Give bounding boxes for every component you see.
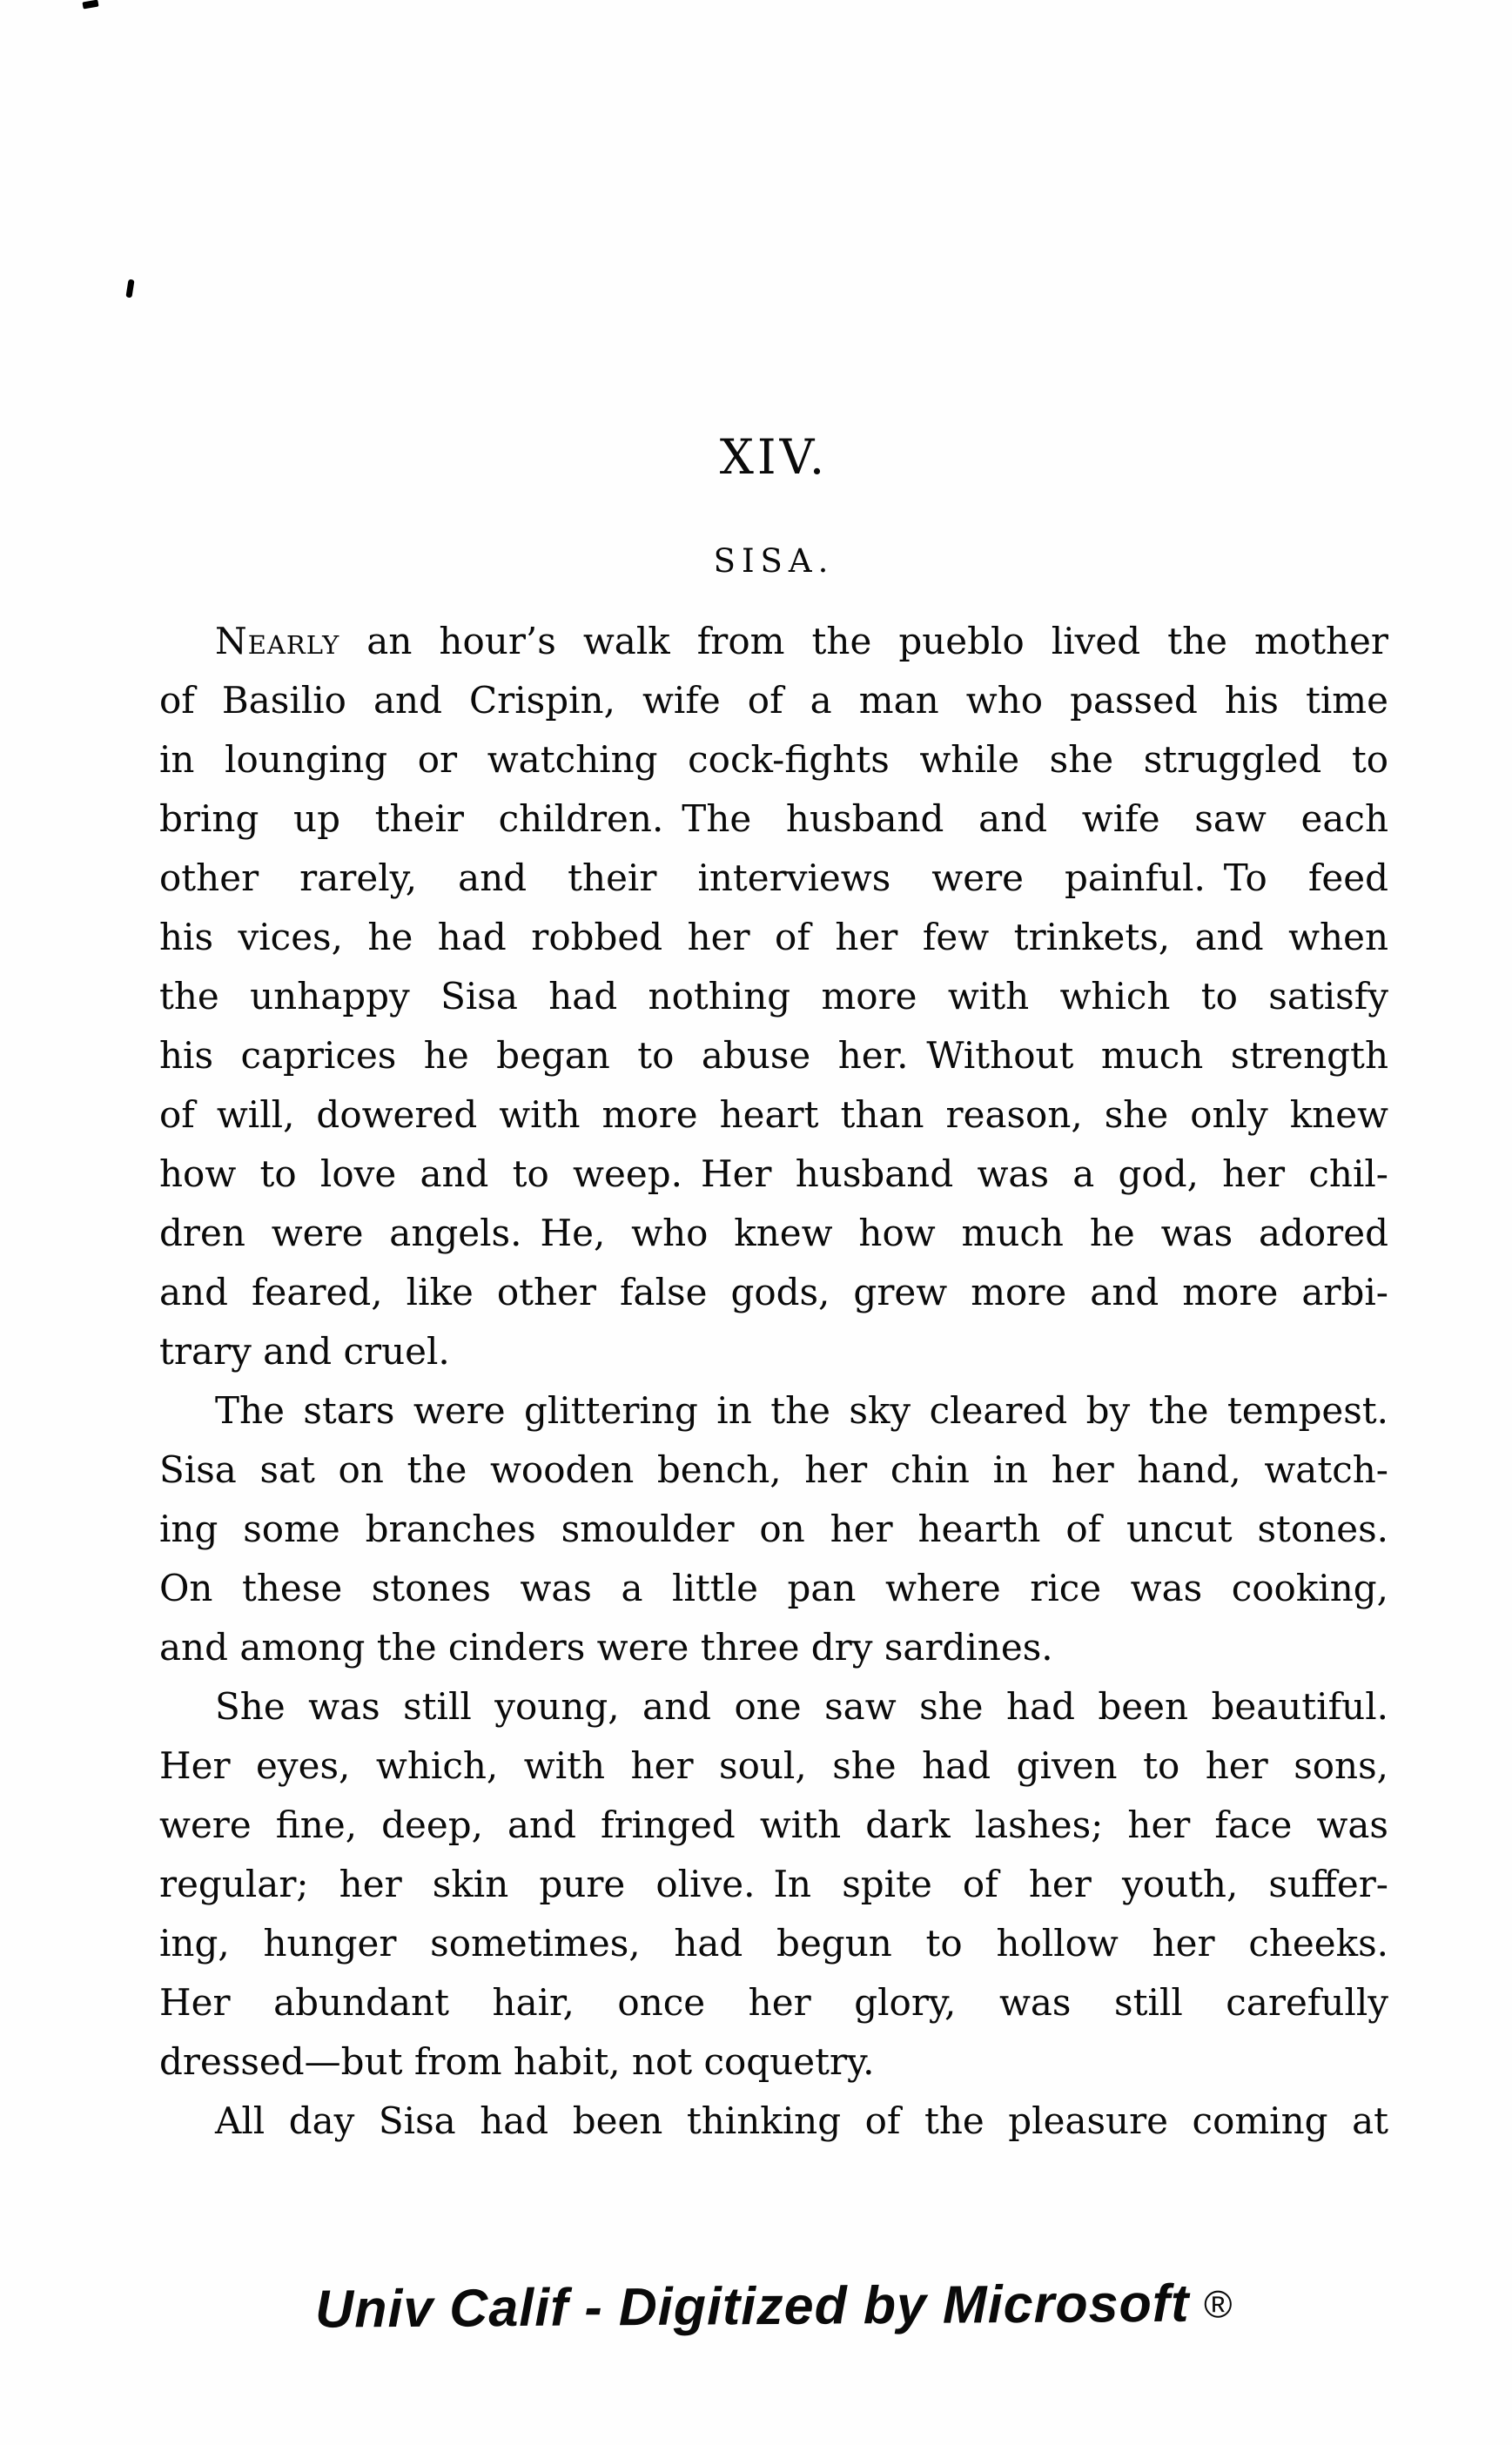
scan-artifact-tick: [125, 279, 134, 299]
chapter-number: XIV.: [719, 429, 829, 485]
text-line: his vices, he had robbed her of her few trinkets, and when: [159, 916, 1388, 958]
text-line: dren were angels. He, who knew how much he was adored: [159, 1212, 1388, 1254]
scan-artifact-dash: [82, 0, 98, 10]
text-line: On these stones was a little pan where rice was cooking,: [159, 1567, 1388, 1609]
text-line: ing, hunger sometimes, had begun to hollow her cheeks.: [159, 1922, 1388, 1965]
text-line-rest: an hour’s walk from the pueblo lived the mother: [339, 620, 1388, 662]
text-line: how to love and to weep. Her husband was a god, her chil-: [159, 1152, 1388, 1195]
text-line: of Basilio and Crispin, wife of a man who passed his time: [159, 679, 1388, 722]
text-line: and among the cinders were three dry sardines.: [159, 1626, 1053, 1669]
text-line: dressed—but from habit, not coquetry.: [159, 2040, 875, 2083]
text-line: All day Sisa had been thinking of the pleasure coming at: [215, 2099, 1388, 2142]
text-line: his caprices he began to abuse her. Without much strength: [159, 1034, 1388, 1077]
text-line: ing some branches smoulder on her hearth of uncut stones.: [159, 1508, 1388, 1550]
watermark-text: Univ Calif - Digitized by Microsoft: [314, 2273, 1190, 2339]
chapter-title: SISA.: [713, 542, 835, 580]
text-line: [159, 612, 1388, 671]
text-line: regular; her skin pure olive. In spite of her youth, suffer-: [159, 1863, 1388, 1905]
text-line: Sisa sat on the wooden bench, her chin in her hand, watch-: [159, 1448, 1388, 1491]
text-line: other rarely, and their interviews were painful. To feed: [159, 856, 1388, 899]
text-line: trary and cruel.: [159, 1330, 450, 1373]
digitization-watermark: [159, 2273, 1388, 2340]
text-line: bring up their children. The husband and wife saw each: [159, 797, 1388, 840]
text-line: The stars were glittering in the sky cleared by the tempest.: [215, 1389, 1388, 1432]
text-line: and feared, like other false gods, grew more and more arbi-: [159, 1271, 1388, 1313]
registered-mark-icon: ®: [1203, 2283, 1233, 2327]
text-line: the unhappy Sisa had nothing more with which to satisfy: [159, 975, 1388, 1018]
text-line: in lounging or watching cock-fights while she struggled to: [159, 738, 1388, 781]
text-line: Her abundant hair, once her glory, was still carefully: [159, 1981, 1388, 2024]
lead-word-smallcaps: Nearly: [215, 620, 340, 662]
text-line: She was still young, and one saw she had been beautiful.: [215, 1685, 1388, 1728]
text-line: of will, dowered with more heart than reason, she only knew: [159, 1093, 1388, 1136]
text-line: were fine, deep, and fringed with dark lashes; her face was: [159, 1804, 1388, 1846]
page-body-text: [159, 612, 1388, 2151]
text-line: Her eyes, which, with her soul, she had given to her sons,: [159, 1744, 1388, 1787]
